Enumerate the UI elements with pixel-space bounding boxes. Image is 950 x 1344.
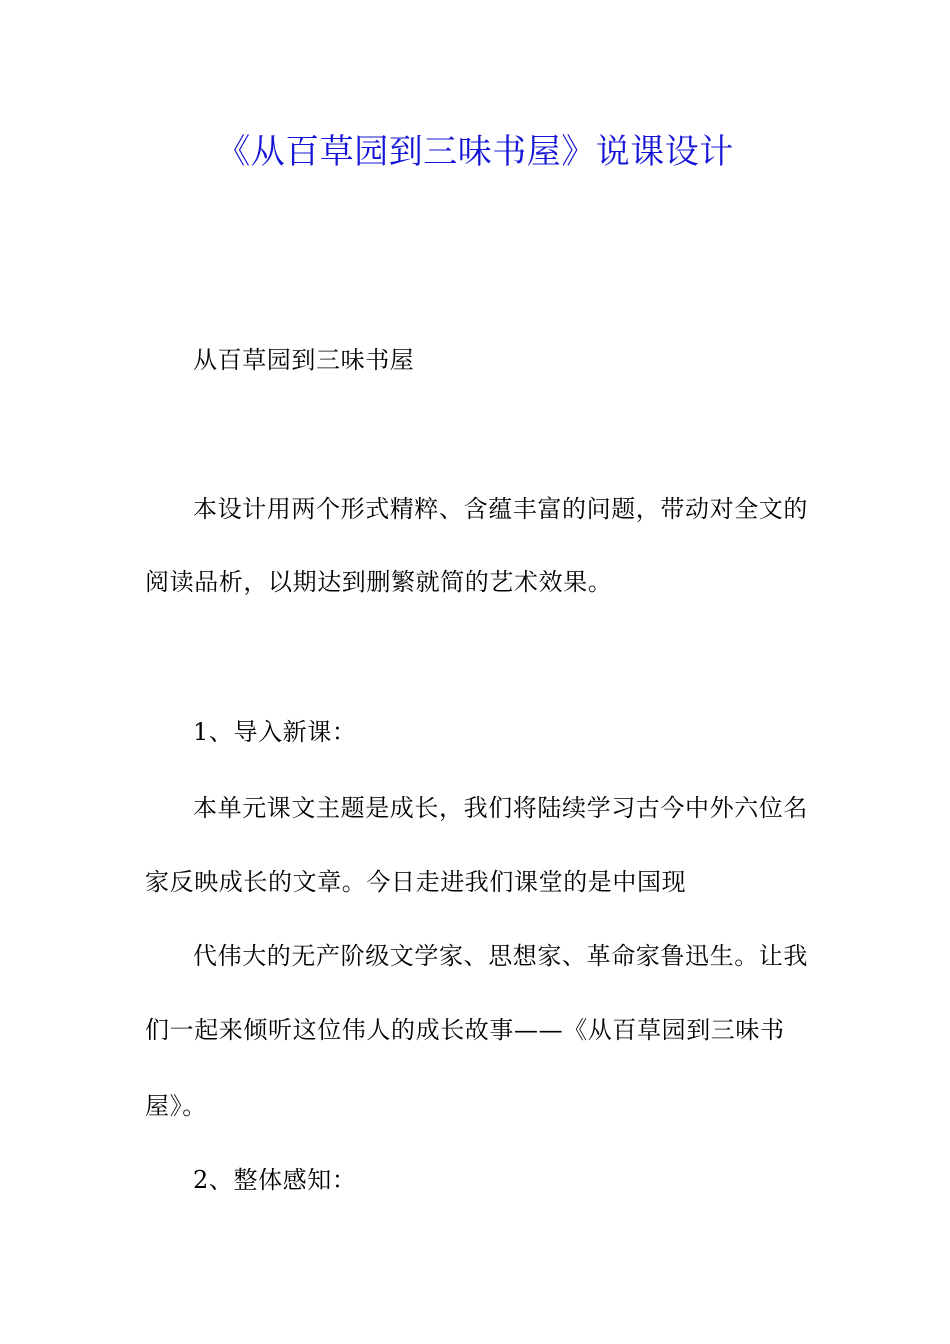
paragraph-line: 本设计用两个形式精粹、含蕴丰富的问题，带动对全文的	[193, 495, 808, 523]
section-heading: 1、导入新课：	[193, 718, 357, 746]
paragraph-line: 屋》。	[145, 1092, 207, 1120]
paragraph-line: 家反映成长的文章。今日走进我们课堂的是中国现	[145, 868, 687, 896]
paragraph-line: 阅读品析，以期达到删繁就简的艺术效果。	[145, 568, 613, 596]
section-heading: 2、整体感知：	[193, 1166, 357, 1194]
paragraph-line: 代伟大的无产阶级文学家、思想家、革命家鲁迅生。让我	[193, 942, 808, 970]
subtitle-line: 从百草园到三味书屋	[193, 346, 415, 374]
paragraph-line: 们一起来倾听这位伟人的成长故事——《从百草园到三味书	[145, 1016, 785, 1044]
document-title: 《从百草园到三味书屋》说课设计	[216, 132, 734, 172]
paragraph-line: 本单元课文主题是成长，我们将陆续学习古今中外六位名	[193, 794, 808, 822]
